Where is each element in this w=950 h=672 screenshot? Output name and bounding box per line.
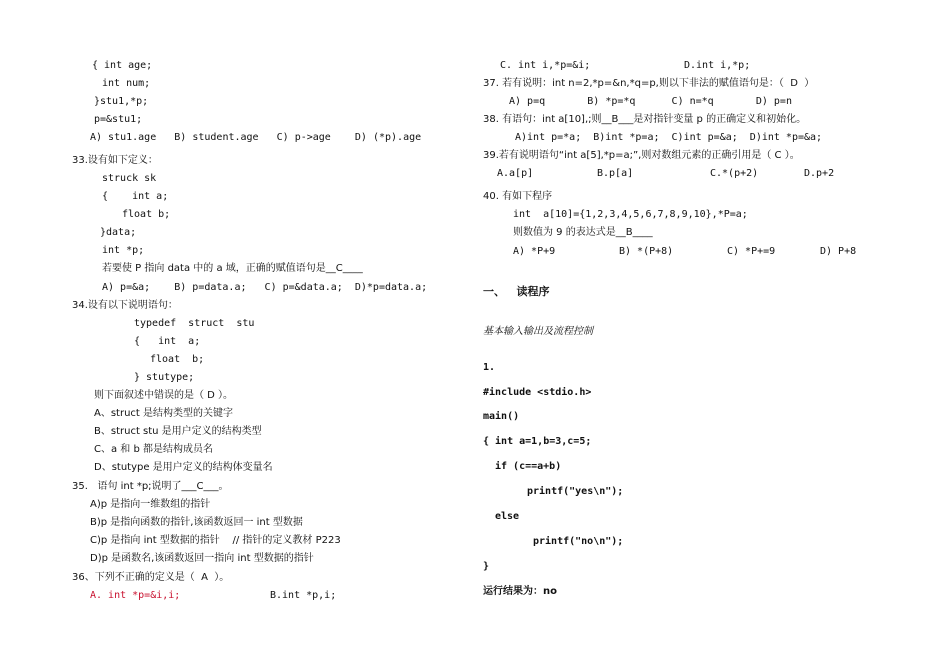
code-line: struck sk (102, 173, 157, 184)
q36-option-c: C. int i,*p=&i; (500, 60, 591, 71)
q32-options: A) stu1.age B) student.age C) p->age D) (*p).age (90, 132, 422, 143)
q34-option: C、a 和 b 都是结构成员名 (94, 444, 213, 455)
q36-stem: 36、下列不正确的定义是（ A ）。 (72, 572, 230, 583)
q33-options: A) p=&a; B) p=data.a; C) p=&data.a; D)*p=data.a; (102, 282, 428, 293)
q37-stem: 37. 若有说明：int n=2,*p=&n,*q=p,则以下非法的赋值语句是：（ D ） (483, 78, 815, 89)
program-number: 1. (483, 362, 496, 373)
struct-body-line: }stu1,*p; (94, 96, 149, 107)
q40-question: 则数值为 9 的表达式是__B____ (513, 227, 653, 238)
code-line: int *p; (102, 245, 145, 256)
code-line: else (495, 511, 520, 522)
subsection-title: 基本输入输出及流程控制 (483, 326, 593, 337)
q38-options: A)int p=*a; B)int *p=a; C)int p=&a; D)int *p=&a; (515, 132, 823, 143)
q34-option: B、struct stu 是用户定义的结构类型 (94, 426, 262, 437)
code-line: main() (483, 411, 520, 422)
q36-option-d: D.int i,*p; (684, 60, 751, 71)
code-line: printf("no\n"); (533, 536, 624, 547)
q33-question: 若要使 P 指向 data 中的 a 域，正确的赋值语句是__C____ (102, 263, 363, 274)
code-line: float b; (150, 354, 205, 365)
code-line: { int a; (134, 336, 201, 347)
code-line: } (483, 561, 490, 572)
code-line: float b; (122, 209, 171, 220)
q35-option: B)p 是指向函数的指针,该函数返回一 int 型数据 (90, 517, 303, 528)
q39-option-b: B.p[a] (597, 168, 634, 179)
q35-option: D)p 是函数名,该函数返回一指向 int 型数据的指针 (90, 553, 314, 564)
code-line: }data; (100, 227, 137, 238)
q37-options: A) p=q B) *p=*q C) n=*q D) p=n (509, 96, 792, 107)
section-heading: 一、 读程序 (483, 285, 550, 298)
q39-stem: 39.若有说明语句“int a[5],*p=a;”,则对数组元素的正确引用是（ C ）。 (483, 150, 800, 161)
q34-stem: 34.设有以下说明语句： (72, 300, 178, 311)
code-line: { int a; (102, 191, 169, 202)
struct-body-line: { int age; (92, 60, 153, 71)
q38-stem: 38. 有语句：int a[10],;则__B___是对指针变量 p 的正确定义和初始化。 (483, 114, 807, 125)
q35-option: A)p 是指向一维数组的指针 (90, 499, 211, 510)
q34-option: A、struct 是结构类型的关键字 (94, 408, 234, 419)
q35-stem: 35. 语句 int *p;说明了___C___。 (72, 481, 229, 492)
q40-option-a: A) *P+9 (513, 246, 556, 257)
q39-option-a: A.a[p] (497, 168, 534, 179)
q35-option: C)p 是指向 int 型数据的指针 // 指针的定义教材 P223 (90, 535, 341, 546)
code-line: } stutype; (134, 372, 195, 383)
q39-option-c: C.*(p+2) (710, 168, 759, 179)
code-line: { int a=1,b=3,c=5; (483, 436, 592, 447)
code-line: typedef struct stu (134, 318, 255, 329)
code-line: int a[10]={1,2,3,4,5,6,7,8,9,10},*P=a; (513, 209, 748, 220)
code-line: printf("yes\n"); (527, 486, 624, 497)
code-line: if (c==a+b) (495, 461, 562, 472)
q40-option-b: B) *(P+8) (619, 246, 674, 257)
q36-option-a: A. int *p=&i,i; (90, 590, 181, 601)
q39-option-d: D.p+2 (804, 168, 835, 179)
q36-option-b: B.int *p,i; (270, 590, 337, 601)
q33-stem: 33.设有如下定义： (72, 155, 158, 166)
q40-stem: 40. 有如下程序 (483, 191, 553, 202)
code-line: #include <stdio.h> (483, 387, 592, 398)
q34-question: 则下面叙述中错误的是（ D ）。 (94, 390, 234, 401)
q40-option-d: D) P+8 (820, 246, 857, 257)
q40-option-c: C) *P+=9 (727, 246, 776, 257)
struct-body-line: p=&stu1; (94, 114, 143, 125)
run-result: 运行结果为：no (483, 586, 557, 597)
struct-body-line: int num; (102, 78, 151, 89)
q34-option: D、stutype 是用户定义的结构体变量名 (94, 462, 273, 473)
